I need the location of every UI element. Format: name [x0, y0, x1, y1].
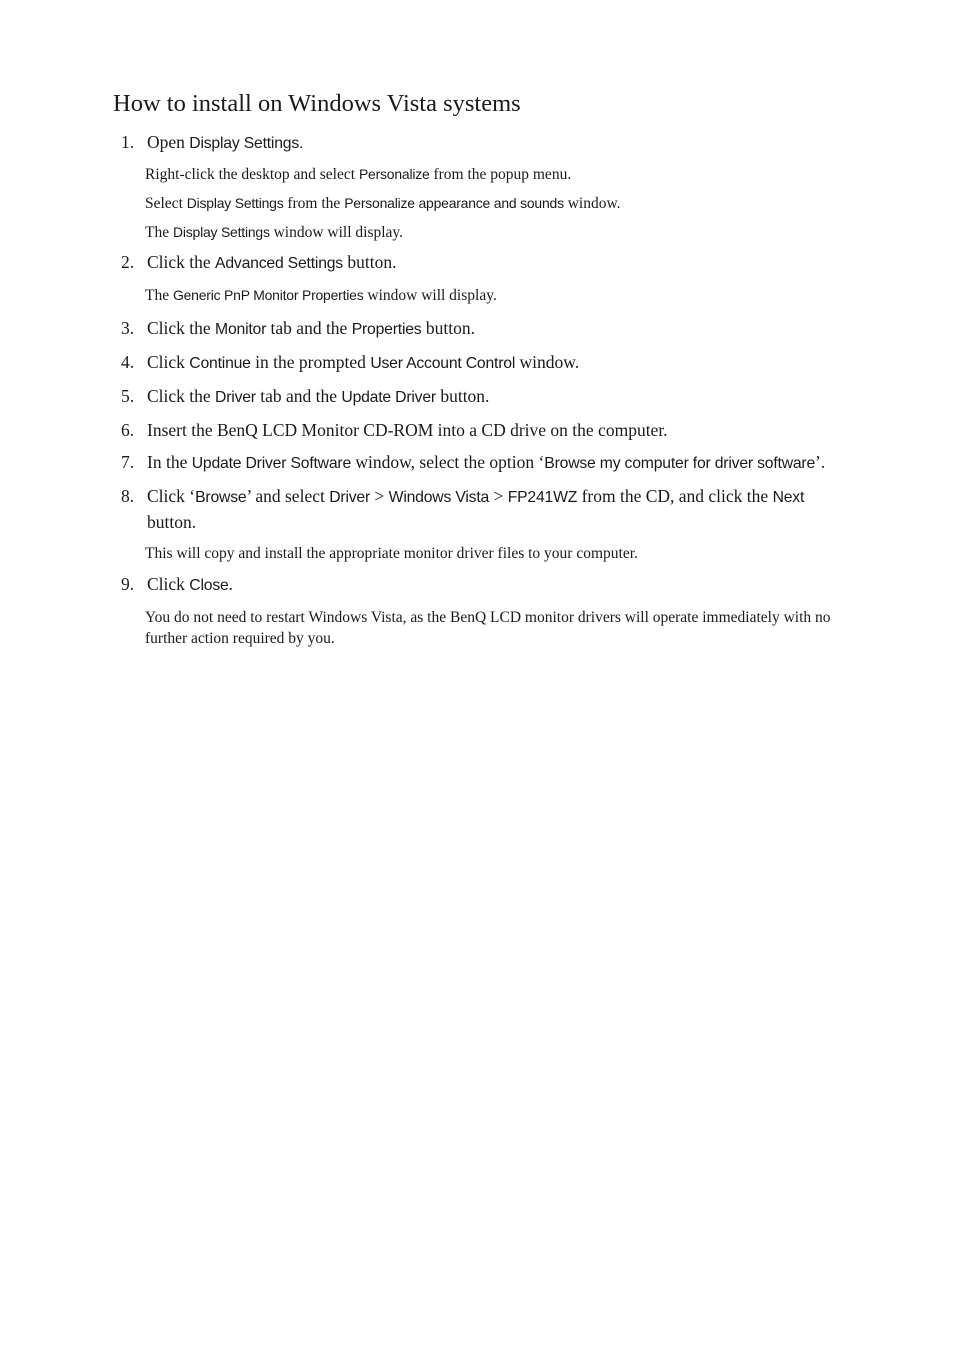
ui-term: User Account Control: [370, 355, 516, 372]
text-run: The: [145, 224, 173, 241]
step-number: 5.: [121, 386, 135, 406]
step-2-note-1: [145, 285, 865, 306]
step-number: 1.: [121, 132, 135, 152]
step-6: [0, 418, 954, 442]
step-6-line: [0, 418, 954, 442]
text-run: window.: [515, 352, 580, 372]
step-3: [0, 316, 954, 342]
step-number: 2.: [121, 252, 135, 272]
step-number: 4.: [121, 352, 135, 372]
ui-term: Personalize appearance and sounds: [344, 195, 564, 211]
step-5-line: [0, 384, 954, 410]
step-4: [0, 350, 954, 376]
section-heading: How to install on Windows Vista systems: [113, 90, 521, 117]
step-2: [0, 250, 954, 306]
text-run: window.: [563, 195, 621, 212]
text-run: in the prompted: [250, 352, 371, 372]
text-run: tab and the: [266, 318, 352, 338]
step-3-line: [0, 316, 954, 342]
ui-term: Browse: [195, 489, 247, 506]
step-text: [147, 130, 847, 156]
ui-term: Update Driver: [341, 389, 436, 406]
step-text: Insert the BenQ LCD Monitor CD-ROM into a CD drive on the computer.: [147, 420, 668, 440]
ui-term: Advanced Settings: [215, 255, 343, 272]
step-number: 8.: [121, 486, 135, 506]
step-text: [147, 384, 847, 410]
text-run: window will display.: [363, 287, 497, 304]
text-run: >: [489, 486, 508, 506]
text-run: from the CD, and click the: [577, 486, 773, 506]
text-run: The: [145, 287, 173, 304]
text-run: window, select the option ‘: [351, 452, 545, 472]
step-1: [0, 130, 954, 243]
step-text: [147, 484, 847, 534]
text-run: button.: [435, 386, 490, 406]
ui-term: Browse my computer for driver software: [544, 455, 816, 472]
step-text: [147, 572, 847, 598]
text-run: >: [370, 486, 389, 506]
ui-term: Next: [772, 489, 805, 506]
text-run: button.: [147, 512, 197, 532]
ui-term: Driver: [329, 489, 371, 506]
step-1-line: [0, 130, 954, 156]
step-text: [147, 450, 847, 476]
step-9-note-1: You do not need to restart Windows Vista, as the BenQ LCD monitor drivers will operate immediately with no further action required by you.: [145, 609, 831, 647]
ui-term: Windows Vista: [388, 489, 490, 506]
text-run: Click the: [147, 252, 216, 272]
step-1-note-2: [145, 193, 865, 214]
step-7: [0, 450, 954, 476]
text-run: Right-click the desktop and select: [145, 166, 359, 183]
text-run: button.: [342, 252, 397, 272]
ui-term: Properties: [351, 321, 422, 338]
text-run: from the: [283, 195, 345, 212]
text-run: Click: [147, 352, 190, 372]
ui-term: Close: [189, 577, 229, 594]
text-run: Click the: [147, 318, 216, 338]
step-4-line: [0, 350, 954, 376]
ui-term: Continue: [189, 355, 251, 372]
ui-term: Personalize: [358, 166, 430, 182]
install-steps-list: [0, 130, 954, 649]
step-8: [0, 484, 954, 564]
ui-term: Driver: [215, 389, 256, 406]
ui-term: Display Settings.: [189, 135, 304, 152]
text-run: ’.: [815, 452, 826, 472]
text-run: from the popup menu.: [429, 166, 572, 183]
text-run: Select: [145, 195, 187, 212]
step-text: [147, 350, 847, 376]
step-number: 3.: [121, 318, 135, 338]
ui-term: Display Settings: [172, 224, 270, 240]
text-run: Click ‘: [147, 486, 196, 506]
text-run: window will display.: [269, 224, 404, 241]
step-1-note-1: [145, 164, 865, 185]
ui-term: FP241WZ: [507, 489, 578, 506]
text-run: button.: [421, 318, 475, 338]
step-9-line: [0, 572, 954, 598]
step-1-note-3: [145, 222, 865, 243]
ui-term: Update Driver Software: [191, 455, 352, 472]
text-run: In the: [147, 452, 192, 472]
step-number: 9.: [121, 574, 135, 594]
text-run: Click the: [147, 386, 216, 406]
step-7-line: [0, 450, 954, 476]
step-2-line: [0, 250, 954, 276]
text-run: ’ and select: [246, 486, 330, 506]
step-text: [147, 250, 847, 276]
step-number: 6.: [121, 420, 135, 440]
step-number: 7.: [121, 452, 135, 472]
text-run: .: [228, 574, 233, 594]
step-8-line: [0, 484, 954, 534]
step-5: [0, 384, 954, 410]
ui-term: Display Settings: [186, 195, 284, 211]
text-run: Click: [147, 574, 190, 594]
ui-term: Monitor: [215, 321, 267, 338]
text-run: tab and the: [255, 386, 342, 406]
step-text: [147, 316, 847, 342]
text-run: Open: [147, 132, 190, 152]
ui-term: Generic PnP Monitor Properties: [172, 287, 364, 303]
step-8-note-1: This will copy and install the appropriate monitor driver files to your computer.: [145, 545, 638, 562]
step-9: [0, 572, 954, 649]
